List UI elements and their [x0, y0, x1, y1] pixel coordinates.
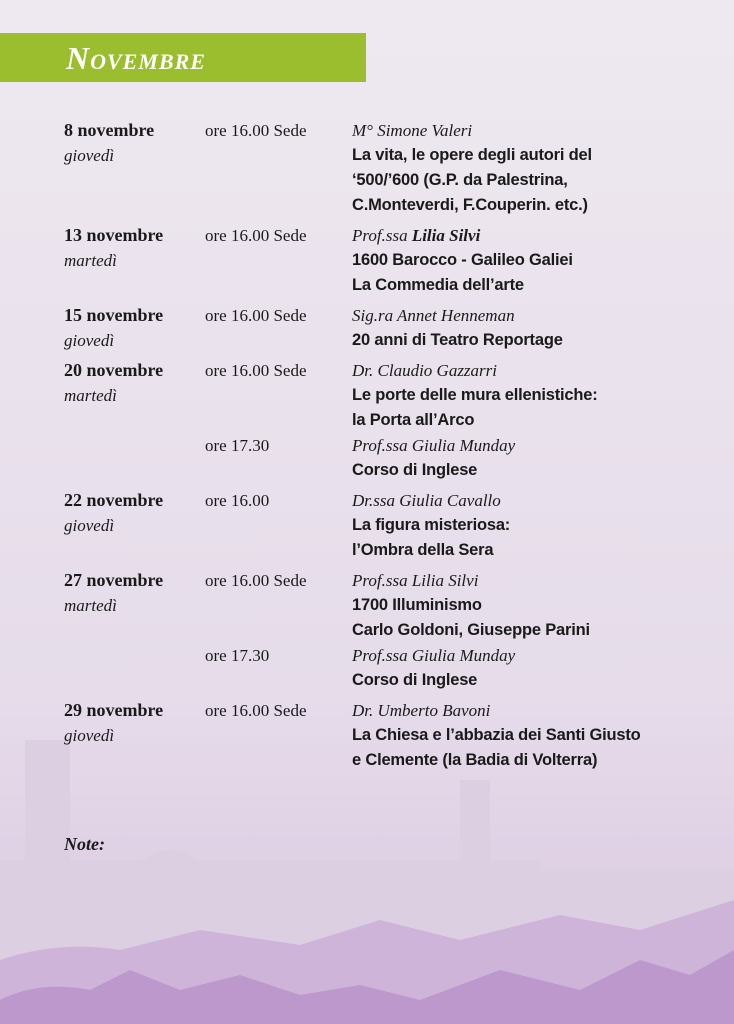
event-topic-line: Corso di Inglese — [352, 671, 478, 689]
event-speaker — [352, 643, 734, 668]
event-entry — [0, 568, 734, 693]
event-time: ore 17.30 — [205, 436, 270, 455]
speaker-title: Prof.ssa Giulia Munday — [352, 646, 516, 665]
speaker-title: Dr. Umberto Bavoni — [352, 701, 491, 720]
event-topic-line: ‘500/’600 (G.P. da Palestrina, — [352, 171, 568, 189]
speaker-title: Dr. Claudio Gazzarri — [352, 361, 498, 380]
event-speaker — [352, 358, 734, 383]
event-time: ore 16.00 Sede — [205, 361, 307, 380]
month-banner — [0, 33, 366, 82]
speaker-title: Prof.ssa Giulia Munday — [352, 436, 516, 455]
page-title: Novembre — [66, 40, 206, 76]
event-date: 13 novembre — [64, 225, 164, 245]
event-entry — [0, 223, 734, 298]
event-time: ore 16.00 Sede — [205, 571, 307, 590]
event-time: ore 16.00 Sede — [205, 121, 307, 140]
event-time: ore 16.00 Sede — [205, 226, 307, 245]
speaker-title: Prof.ssa Lilia Silvi — [352, 571, 479, 590]
event-weekday: giovedì — [64, 516, 115, 535]
event-speaker — [352, 303, 734, 328]
event-weekday: martedì — [64, 386, 117, 405]
event-entry — [0, 358, 734, 483]
event-topic-line: e Clemente (la Badia di Volterra) — [352, 751, 598, 769]
speaker-title: Dr.ssa Giulia Cavallo — [352, 491, 501, 510]
event-date: 20 novembre — [64, 360, 164, 380]
event-topic-line: Carlo Goldoni, Giuseppe Parini — [352, 621, 590, 639]
event-time: ore 16.00 Sede — [205, 306, 307, 325]
event-speaker — [352, 568, 734, 593]
event-speaker — [352, 118, 734, 143]
event-time: ore 17.30 — [205, 646, 270, 665]
event-topic-line: 20 anni di Teatro Reportage — [352, 331, 563, 349]
event-topic-line: La figura misteriosa: — [352, 516, 511, 534]
event-topic-line: l’Ombra della Sera — [352, 541, 494, 559]
speaker-name: Lilia Silvi — [411, 226, 481, 245]
event-time: ore 16.00 Sede — [205, 701, 307, 720]
event-topic-line: C.Monteverdi, F.Couperin. etc.) — [352, 196, 588, 214]
event-topic-line: La vita, le opere degli autori del — [352, 146, 592, 164]
event-topic-line: La Chiesa e l’abbazia dei Santi Giusto — [352, 726, 641, 744]
event-topic-line: la Porta all’Arco — [352, 411, 475, 429]
event-speaker — [352, 223, 734, 248]
event-date: 8 novembre — [64, 120, 155, 140]
event-entry — [0, 698, 734, 773]
event-topic-line: Le porte delle mura ellenistiche: — [352, 386, 598, 404]
speaker-title: Sig.ra Annet Henneman — [352, 306, 515, 325]
event-weekday: martedì — [64, 251, 117, 270]
event-topic-line: La Commedia dell’arte — [352, 276, 524, 294]
event-entry — [0, 118, 734, 218]
event-topic-line: Corso di Inglese — [352, 461, 478, 479]
event-speaker — [352, 698, 734, 723]
event-date: 27 novembre — [64, 570, 164, 590]
speaker-title: Prof.ssa — [352, 226, 408, 245]
event-date: 22 novembre — [64, 490, 164, 510]
speaker-title: M° Simone Valeri — [352, 121, 473, 140]
event-topic-line: 1600 Barocco - Galileo Galiei — [352, 251, 573, 269]
event-date: 29 novembre — [64, 700, 164, 720]
event-weekday: martedì — [64, 596, 117, 615]
event-speaker — [352, 488, 734, 513]
event-topic-line: 1700 Illuminismo — [352, 596, 482, 614]
event-weekday: giovedì — [64, 726, 115, 745]
event-weekday: giovedì — [64, 146, 115, 165]
event-date: 15 novembre — [64, 305, 164, 325]
event-entry — [0, 488, 734, 563]
event-entry — [0, 303, 734, 353]
notes-label: Note: — [64, 834, 105, 854]
event-speaker — [352, 433, 734, 458]
event-weekday: giovedì — [64, 331, 115, 350]
event-schedule — [0, 118, 734, 778]
event-time: ore 16.00 — [205, 491, 270, 510]
